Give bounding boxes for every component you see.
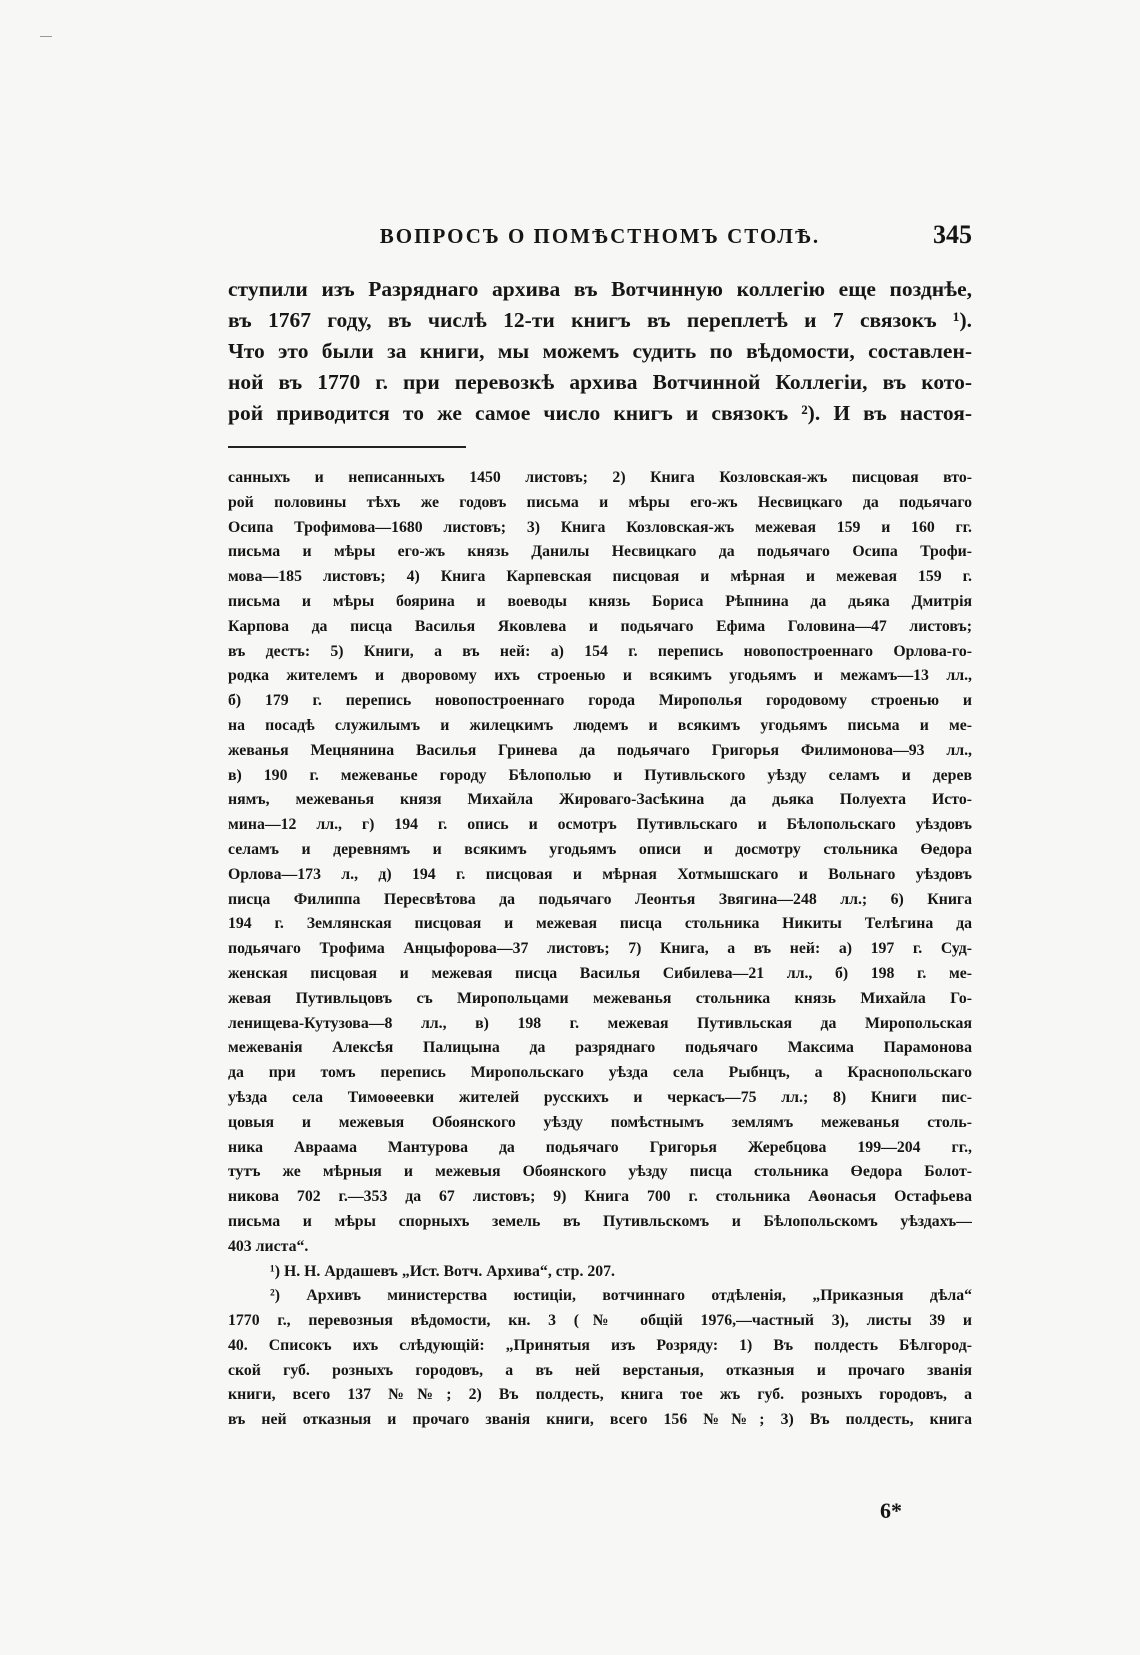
footnote-line: книги, всего 137 №№; 2) Въ полдесть, книга тое жъ губ. розныхъ городовъ, а (228, 1386, 972, 1404)
footnote-line: никова 702 г.—353 да 67 листовъ; 9) Книга 700 г. стольника Аѳонасья Остафьева (228, 1188, 972, 1206)
footnote-line: уѣзда села Тимоѳеевки жителей русскихъ и черкасъ—75 лл.; 8) Книги пис- (228, 1088, 972, 1106)
footnote-line: письма и мѣры боярина и воеводы князь Бориса Рѣпнина да дьяка Дмитрія (228, 592, 972, 610)
footnote-line: на посадѣ служилымъ и жилецкимъ людемъ и всякимъ угодьямъ письма и ме- (228, 716, 972, 734)
footnote-line: ленищева-Кутузова—8 лл., в) 198 г. межевая Путивльская да Миропольская (228, 1014, 972, 1032)
footnote-line: 194 г. Землянская писцовая и межевая писца стольника Никиты Телѣгина да (228, 915, 972, 933)
footnote-line: мина—12 лл., г) 194 г. опись и осмотръ Путивльскаго и Бѣлопольскаго уѣздовъ (228, 816, 972, 834)
footnote-line: жеванья Мецнянина Василья Гринева да подьячаго Григорья Филимонова—93 лл., (228, 741, 972, 759)
footnote-line: 403 листа“. (228, 1237, 309, 1255)
text-line: ступили изъ Разряднаго архива въ Вотчинную коллегію еще позднѣе, (228, 277, 972, 301)
footnote-line: ской губ. розныхъ городовъ, а въ ней верстаныя, отказныя и прочаго званія (228, 1361, 972, 1379)
footnote-line: б) 179 г. перепись новопостроеннаго города Мирополья городовому строенью и (228, 692, 972, 710)
footnote-line: подьячаго Трофима Анцыфорова—37 листовъ; 7) Книга, а въ ней: а) 197 г. Суд- (228, 940, 972, 958)
footnote-1: ¹) Н. Н. Ардашевъ „Ист. Вотч. Архива“, стр. 207. (270, 1262, 616, 1280)
footnote-line: жевая Путивльцовъ съ Миропольцами межеванья стольника князь Михайла Го- (228, 989, 972, 1007)
footnote-line: Орлова—173 л., д) 194 г. писцовая и мѣрная Хотмышскаго и Вольнаго уѣздовъ (228, 865, 972, 883)
footnote-line: Осипа Трофимова—1680 листовъ; 3) Книга Козловская-жъ межевая 159 и 160 гг. (228, 518, 972, 536)
running-head (228, 220, 972, 254)
text-line: ной въ 1770 г. при перевозкѣ архива Вотчинной Коллегіи, въ кото- (228, 370, 972, 394)
printer-signature: 6* (880, 1498, 902, 1523)
footnote-line: 1770 г., перевозныя вѣдомости, кн. 3 (№ общій 1976,—частный 3), листы 39 и (228, 1312, 972, 1330)
footnote-line: письма и мѣры его-жъ князь Данилы Несвицкаго да подьячаго Осипа Трофи- (228, 543, 972, 561)
scan-mark (40, 36, 52, 37)
footnote-line: нямъ, межеванья князя Михайла Жироваго-Засѣкина да дьяка Полуехта Исто- (228, 791, 972, 809)
text-line: въ 1767 году, въ числѣ 12-ти книгъ въ переплетѣ и 7 связокъ ¹). (228, 308, 972, 332)
text-line: рой приводится то же самое число книгъ и связокъ ²). И въ настоя- (228, 401, 972, 425)
text-line: Что это были за книги, мы можемъ судить по вѣдомости, составлен- (228, 339, 972, 363)
footnote-line: межеванія Алексѣя Палицына да разряднаго подьячаго Максима Парамонова (228, 1039, 972, 1057)
footnotes (228, 466, 972, 1433)
footnote-line: санныхъ и неписанныхъ 1450 листовъ; 2) Книга Козловская-жъ писцовая вто- (228, 469, 972, 486)
footnote-line: письма и мѣры спорныхъ земель въ Путивльскомъ и Бѣлопольскомъ уѣздахъ— (228, 1212, 972, 1230)
footnote-line: рой половины тѣхъ же годовъ письма и мѣры его-жъ Несвицкаго да подьячаго (228, 493, 972, 511)
footnote-line: мова—185 листовъ; 4) Книга Карпевская писцовая и мѣрная и межевая 159 г. (228, 568, 972, 586)
footnote-line: ника Авраама Мантурова да подьячаго Григорья Жеребцова 199—204 гг., (228, 1138, 972, 1156)
footnote-line: въ дестъ: 5) Книги, а въ ней: а) 154 г. перепись новопостроеннаго Орлова-го- (228, 642, 972, 660)
footnote-line: тутъ же мѣрныя и межевыя Обоянского уѣзду писца стольника Өедора Болот- (228, 1163, 972, 1181)
footnote-line: цовыя и межевыя Обоянского уѣзду помѣстнымъ землямъ межеванья столь- (228, 1113, 972, 1131)
footnote-line: 40. Списокъ ихъ слѣдующій: „Принятыя изъ Розряду: 1) Въ полдесть Бѣлгород- (228, 1336, 972, 1354)
footnote-line: женская писцовая и межевая писца Василья Сибилева—21 лл., б) 198 г. ме- (228, 964, 972, 982)
main-text (228, 274, 972, 429)
page-number: 345 (933, 220, 972, 249)
running-title: ВОПРОСЪ О ПОМѢСТНОМЪ СТОЛѢ. (379, 224, 821, 248)
footnote-line: селамъ и деревнямъ и всякимъ угодьямъ описи и досмотру стольника Өедора (228, 840, 972, 858)
footnote-line: в) 190 г. межеванье городу Бѣлополью и Путивльского уѣзду селамъ и дерев (228, 766, 972, 784)
footnote-divider (228, 446, 466, 448)
footnote-line: въ ней отказныя и прочаго званія книги, всего 156 №№; 3) Въ полдесть, книга (228, 1411, 972, 1429)
footnote-2: ²) Архивъ министерства юстиціи, вотчиннаго отдѣленія, „Приказныя дѣла“ (270, 1287, 972, 1305)
footnote-line: писца Филиппа Пересвѣтова да подьячаго Леонтья Звягина—248 лл.; 6) Книга (228, 890, 972, 908)
footnote-line: да при томъ перепись Миропольскаго уѣзда села Рыбнцъ, а Краснопольскаго (228, 1064, 972, 1082)
footnote-line: Карпова да писца Василья Яковлева и подьячаго Ефима Головина—47 листовъ; (228, 617, 972, 635)
footnote-line: родка жителемъ и дворовому ихъ строенью и всякимъ угодьямъ и межамъ—13 лл., (228, 667, 972, 685)
